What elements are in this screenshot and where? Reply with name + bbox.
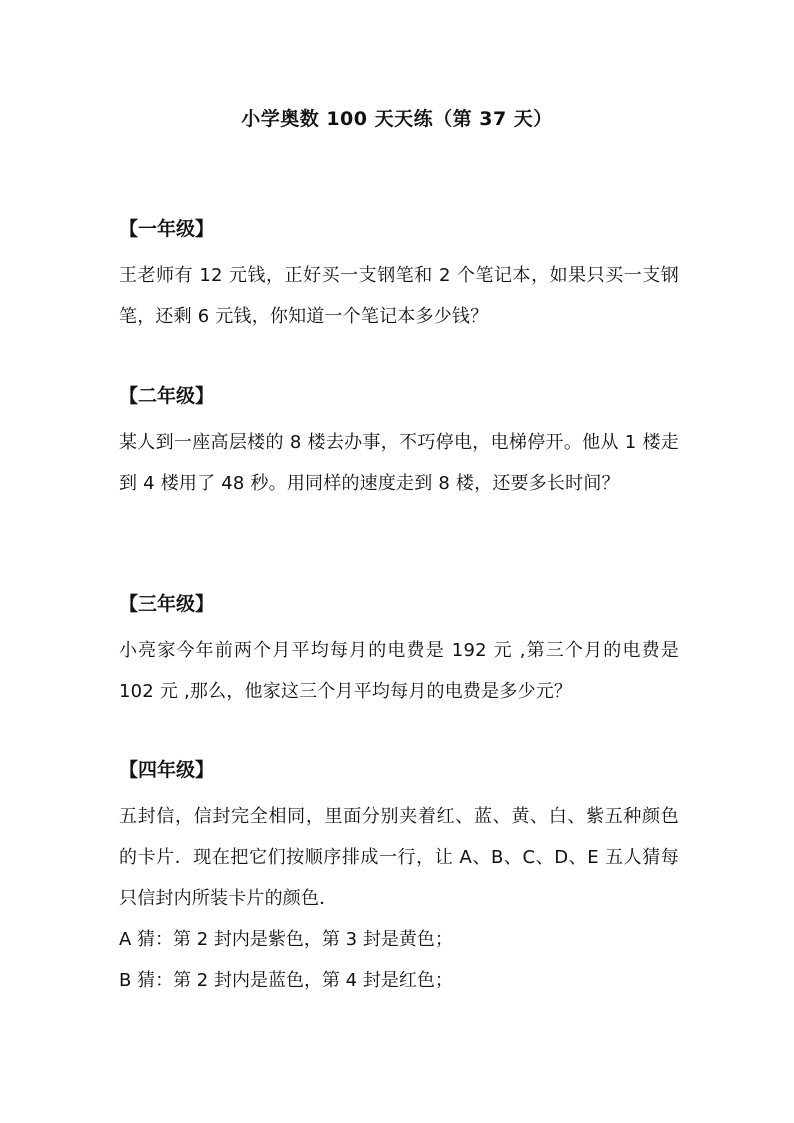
section-question: 五封信，信封完全相同，里面分别夹着红、蓝、黄、白、紫五种颜色的卡片．现在把它们按顺序排成一行，让 A、B、C、D、E 五人猜每只信封内所装卡片的颜色． <box>119 806 679 909</box>
guess-line-b: B 猜：第 2 封内是蓝色，第 4 封是红色； <box>119 970 453 991</box>
section-question: 小亮家今年前两个月平均每月的电费是 192 元 ,第三个月的电费是 102 元 ,那么，他家这三个月平均每月的电费是多少元？ <box>119 640 679 702</box>
section-grade-1 <box>119 214 679 337</box>
section-heading: 【三年级】 <box>119 593 215 615</box>
section-grade-4 <box>119 755 679 1001</box>
section-grade-2 <box>119 381 679 504</box>
section-question: 某人到一座高层楼的 8 楼去办事，不巧停电，电梯停开。他从 1 楼走到 4 楼用了 48 秒。用同样的速度走到 8 楼，还要多长时间？ <box>119 432 679 494</box>
section-heading: 【四年级】 <box>119 759 215 781</box>
section-question: 王老师有 12 元钱，正好买一支钢笔和 2 个笔记本，如果只买一支钢笔，还剩 6 元钱，你知道一个笔记本多少钱？ <box>119 265 679 327</box>
section-grade-3 <box>119 589 679 712</box>
guess-line-a: A 猜：第 2 封内是紫色，第 3 封是黄色； <box>119 929 453 950</box>
section-heading: 【一年级】 <box>119 218 215 240</box>
section-heading: 【二年级】 <box>119 385 215 407</box>
document-title: 小学奥数 100 天天练（第 37 天） <box>241 108 553 130</box>
